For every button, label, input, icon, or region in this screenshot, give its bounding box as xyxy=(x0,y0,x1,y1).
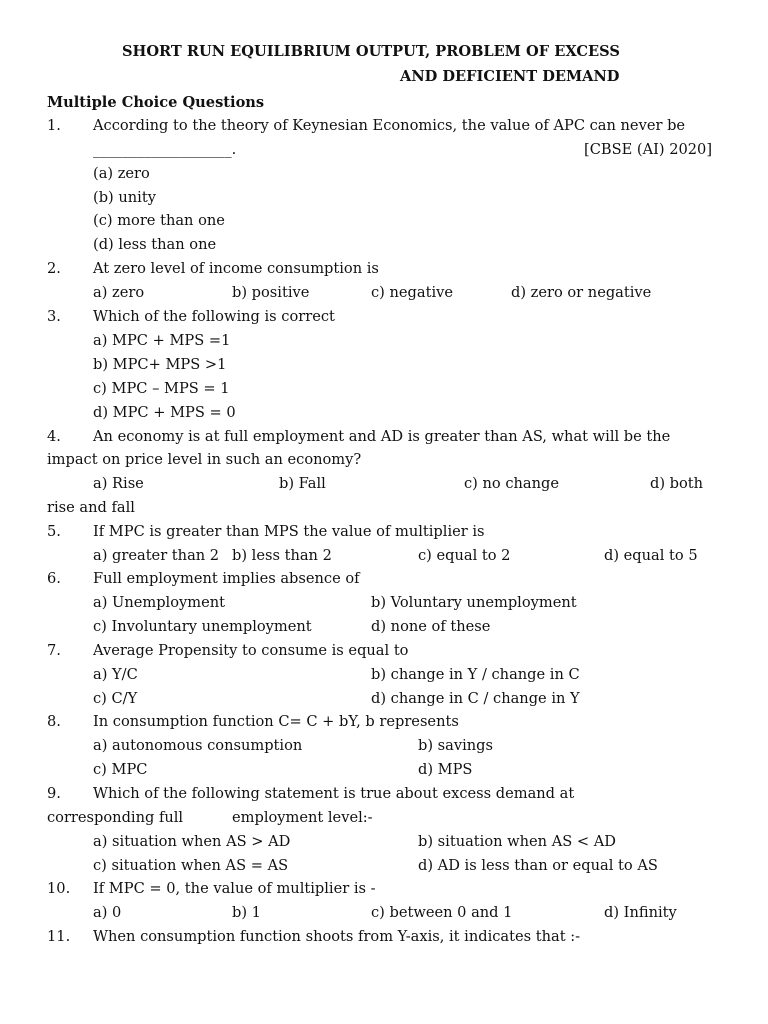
question-text: Which of the following is correct xyxy=(93,308,335,325)
question-number: 3. xyxy=(47,308,61,325)
question-text: At zero level of income consumption is xyxy=(93,260,379,277)
option: d) zero or negative xyxy=(511,284,652,301)
page-title-line-2: AND DEFICIENT DEMAND xyxy=(400,68,620,85)
question-text: If MPC is greater than MPS the value of multiplier is xyxy=(93,523,485,540)
question-number: 9. xyxy=(47,785,61,802)
option: (b) unity xyxy=(93,189,156,206)
option: b) Voluntary unemployment xyxy=(371,594,577,611)
option: (c) more than one xyxy=(93,212,225,229)
question-text: Average Propensity to consume is equal to xyxy=(93,642,409,659)
question-number: 2. xyxy=(47,260,61,277)
question-text: If MPC = 0, the value of multiplier is - xyxy=(93,880,376,897)
option: b) less than 2 xyxy=(232,547,332,564)
option: b) 1 xyxy=(232,904,261,921)
question-number: 7. xyxy=(47,642,61,659)
question-number: 11. xyxy=(47,928,71,945)
option: c) MPC – MPS = 1 xyxy=(93,380,230,397)
question-text-continued: employment level:- xyxy=(232,809,373,826)
option: a) autonomous consumption xyxy=(93,737,303,754)
option: d) AD is less than or equal to AS xyxy=(418,857,658,874)
option: c) C/Y xyxy=(93,690,138,707)
option: a) MPC + MPS =1 xyxy=(93,332,231,349)
option: b) change in Y / change in C xyxy=(371,666,580,683)
option: d) both xyxy=(650,475,704,492)
question-number: 8. xyxy=(47,713,61,730)
option: a) greater than 2 xyxy=(93,547,220,564)
option: c) MPC xyxy=(93,761,148,778)
question-number: 5. xyxy=(47,523,61,540)
option: a) Y/C xyxy=(93,666,138,683)
option: (d) less than one xyxy=(93,236,217,253)
answer-blank: ___________________. xyxy=(93,141,237,158)
question-text-continued: corresponding full xyxy=(47,809,184,826)
option: b) savings xyxy=(418,737,494,754)
option: b) positive xyxy=(232,284,310,301)
section-heading: Multiple Choice Questions xyxy=(47,94,265,111)
question-text-continued: impact on price level in such an economy? xyxy=(47,451,362,468)
question-number: 1. xyxy=(47,117,61,134)
option: c) no change xyxy=(464,475,559,492)
question-text: When consumption function shoots from Y-axis, it indicates that :- xyxy=(93,928,581,945)
option: c) situation when AS = AS xyxy=(93,857,289,874)
question-source: [CBSE (AI) 2020] xyxy=(584,141,713,158)
question-text: In consumption function C= C + bY, b represents xyxy=(93,713,459,730)
option: b) situation when AS < AD xyxy=(418,833,616,850)
question-text: According to the theory of Keynesian Economics, the value of APC can never be xyxy=(93,117,686,134)
question-number: 6. xyxy=(47,570,61,587)
option: a) situation when AS > AD xyxy=(93,833,291,850)
option: d) Infinity xyxy=(604,904,677,921)
option-continued: rise and fall xyxy=(47,499,135,516)
option: a) 0 xyxy=(93,904,122,921)
option: a) zero xyxy=(93,284,145,301)
option: d) MPC + MPS = 0 xyxy=(93,404,236,421)
option: d) equal to 5 xyxy=(604,547,698,564)
option: c) Involuntary unemployment xyxy=(93,618,312,635)
option: c) negative xyxy=(371,284,453,301)
option: b) MPC+ MPS >1 xyxy=(93,356,227,373)
option: d) MPS xyxy=(418,761,473,778)
question-text: Which of the following statement is true about excess demand at xyxy=(93,785,575,802)
option: a) Unemployment xyxy=(93,594,225,611)
option: d) none of these xyxy=(371,618,491,635)
option: c) between 0 and 1 xyxy=(371,904,513,921)
question-number: 10. xyxy=(47,880,71,897)
option: c) equal to 2 xyxy=(418,547,511,564)
page-title-line-1: SHORT RUN EQUILIBRIUM OUTPUT, PROBLEM OF EXCESS xyxy=(122,43,620,60)
question-number: 4. xyxy=(47,428,61,445)
option: a) Rise xyxy=(93,475,144,492)
option: b) Fall xyxy=(279,475,326,492)
question-text: An economy is at full employment and AD is greater than AS, what will be the xyxy=(93,428,671,445)
option: d) change in C / change in Y xyxy=(371,690,580,707)
question-text: Full employment implies absence of xyxy=(93,570,360,587)
option: (a) zero xyxy=(93,165,150,182)
